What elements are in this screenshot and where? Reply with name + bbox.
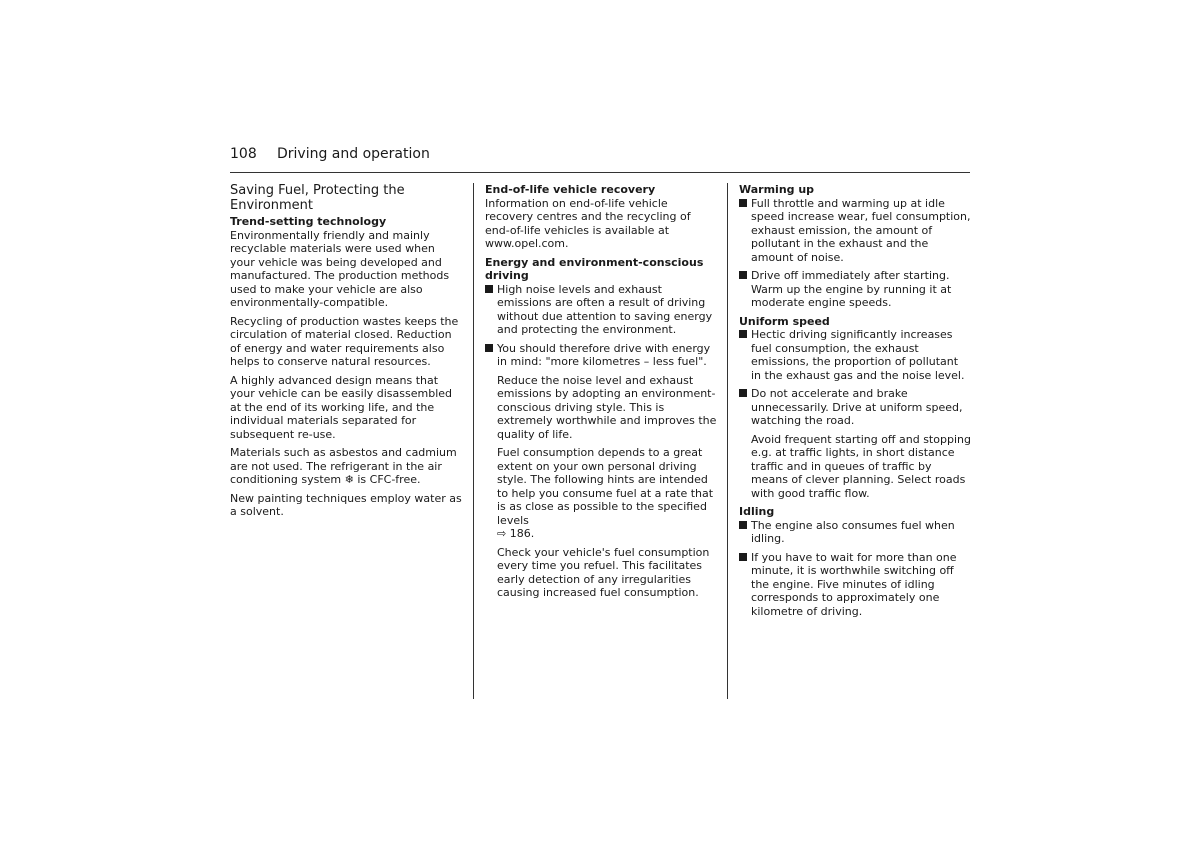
chapter-title: Driving and operation	[277, 146, 430, 162]
column-divider-2	[727, 183, 728, 699]
paragraph-design: A highly advanced design means that your vehicle can be easily disassembled at the end of its working life, and the individual materials separated for subsequent re-use.	[230, 373, 453, 441]
snowflake-icon: ❄	[344, 473, 354, 486]
paragraph-avoid-stopping: Avoid frequent starting off and stopping e.g. at traffic lights, in short distance traffic and in queues of traffic by means of clever planning. Select roads with good traffic flow.	[751, 432, 971, 500]
column-3	[739, 183, 971, 623]
subheading-warming-up: Warming up	[739, 183, 815, 196]
fuel-consumption-text: Fuel consumption depends to a great extent on your own personal driving style. The following hints are intended to help you consume fuel at a rate that is as close as possible to the specified levels	[497, 446, 714, 527]
paragraph-asbestos-text: Materials such as asbestos and cadmium are not used. The refrigerant in the air conditioning system	[230, 446, 457, 486]
column-2	[485, 183, 717, 605]
bullet-full-throttle: Full throttle and warming up at idle speed increase wear, fuel consumption, exhaust emission, the amount of pollutant in the exhaust and the amount of noise.	[739, 197, 971, 265]
bullet-hectic-driving: Hectic driving significantly increases fuel consumption, the exhaust emissions, the proportion of pollutant in the exhaust gas and the noise level.	[739, 328, 971, 382]
page-header	[230, 145, 970, 173]
page-reference-number: 186.	[506, 527, 535, 540]
bullet-switch-off: If you have to wait for more than one minute, it is worthwhile switching off the engine. Five minutes of idling corresponds to approximately one kilometre of driving.	[739, 551, 971, 619]
subheading-end-of-life: End-of-life vehicle recovery	[485, 183, 656, 196]
paragraph-painting: New painting techniques employ water as a solvent.	[230, 491, 462, 518]
paragraph-materials: Environmentally friendly and mainly recyclable materials were used when your vehicle was being developed and manufactured. The production methods used to make your vehicle are also environmentally-compatible.	[230, 228, 450, 309]
bullet-drive-energy: You should therefore drive with energy in mind: "more kilometres – less fuel".	[485, 342, 717, 369]
bullet-idling-fuel: The engine also consumes fuel when idling.	[739, 519, 971, 546]
bullet-accelerate-brake: Do not accelerate and brake unnecessarily. Drive at uniform speed, watching the road.	[739, 387, 971, 428]
page-reference-icon: ⇨	[497, 527, 507, 540]
paragraph-fuel-consumption	[485, 446, 717, 541]
paragraph-reduce-noise: Reduce the noise level and exhaust emissions by adopting an environment-conscious driving style. This is extremely worthwhile and improves the quality of life.	[497, 373, 717, 441]
paragraph-end-of-life: Information on end-of-life vehicle recovery centres and the recycling of end-of-life vehicles is available at www.opel.com.	[485, 196, 691, 250]
subheading-idling: Idling	[739, 505, 775, 518]
paragraph-recycling: Recycling of production wastes keeps the circulation of material closed. Reduction of energy and water requirements also helps to conserve natural resources.	[230, 314, 459, 368]
column-divider-1	[473, 183, 474, 699]
header-divider	[230, 172, 970, 173]
subheading-energy-driving: Energy and environment-conscious driving	[485, 255, 704, 282]
paragraph-asbestos	[230, 446, 462, 487]
section-title: Saving Fuel, Protecting the Environment	[230, 183, 405, 213]
paragraph-check-consumption: Check your vehicle's fuel consumption every time you refuel. This facilitates early detection of any irregularities causing increased fuel consumption.	[497, 545, 710, 599]
paragraph-asbestos-tail: is CFC-free.	[353, 473, 421, 486]
column-1	[230, 183, 462, 524]
subheading-uniform-speed: Uniform speed	[739, 314, 830, 328]
bullet-noise-levels: High noise levels and exhaust emissions are often a result of driving without due attention to saving energy and protecting the environment.	[485, 283, 717, 337]
page-number: 108	[230, 146, 257, 162]
subheading-trend-setting: Trend-setting technology	[230, 215, 387, 228]
bullet-drive-off: Drive off immediately after starting. Warm up the engine by running it at moderate engine speeds.	[739, 269, 971, 310]
